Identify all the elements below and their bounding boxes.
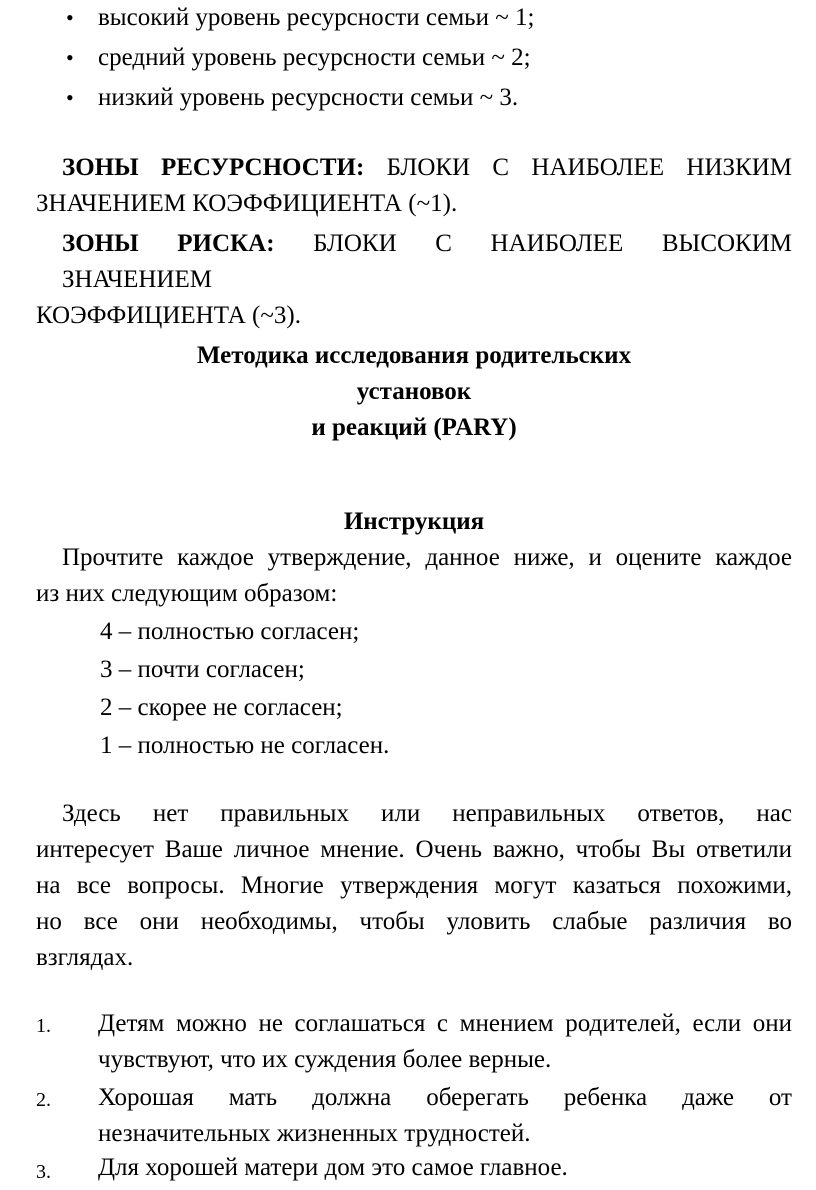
instruction-line2: из них следующим образом: xyxy=(36,580,338,607)
item-2-line2: незначительных жизненных трудностей. xyxy=(98,1120,531,1147)
instruction-line1: Прочтите каждое утверждение, данное ниже, и оцените каждое xyxy=(62,544,792,571)
method-title-line1: Методика исследования родительских xyxy=(196,342,632,369)
scale-item-2: 2 – скорее не согласен; xyxy=(100,694,343,721)
note-line3: на все вопросы. Многие утверждения могут казаться похожими, xyxy=(36,872,792,899)
resource-zone-text: БЛОКИ С НАИБОЛЕЕ НИЗКИМ xyxy=(386,154,792,181)
item-number: 2. xyxy=(36,1089,51,1111)
risk-zone-line1 xyxy=(62,226,792,262)
risk-zone-line3: КОЭФФИЦИЕНТА (~3). xyxy=(36,302,301,329)
item-1-line2: чувствуют, что их суждения более верные. xyxy=(98,1046,552,1073)
item-number: 1. xyxy=(36,1015,51,1037)
risk-zone-text: БЛОКИ С НАИБОЛЕЕ ВЫСОКИМ xyxy=(313,230,793,257)
bullet-icon: • xyxy=(66,5,74,30)
method-title-line2: установок xyxy=(356,378,472,405)
bullet-icon: • xyxy=(66,85,74,110)
note-line4: но все они необходимы, чтобы уловить слабые различия во xyxy=(36,908,792,935)
instruction-heading: Инструкция xyxy=(343,508,485,535)
scale-item-4: 4 – полностью согласен; xyxy=(100,618,360,645)
bullet-icon: • xyxy=(66,45,74,70)
scale-item-3: 3 – почти согласен; xyxy=(100,656,305,683)
risk-zone-label: ЗОНЫ РИСКА: xyxy=(62,230,275,257)
item-number: 3. xyxy=(36,1161,51,1183)
resource-zone-label: ЗОНЫ РЕСУРСНОСТИ: xyxy=(62,154,365,181)
item-1-line1: Детям можно не соглашаться с мнением родителей, если они xyxy=(98,1010,792,1037)
method-title-line3: и реакций (PARY) xyxy=(311,414,517,441)
scale-item-1: 1 – полностью не согласен. xyxy=(100,732,390,759)
note-line2: интересует Ваше личное мнение. Очень важно, чтобы Вы ответили xyxy=(36,836,792,863)
item-3-line1: Для хорошей матери дом это самое главное. xyxy=(98,1154,568,1181)
level-item-low: низкий уровень ресурсности семьи ~ 3. xyxy=(98,84,519,111)
note-line5: взглядах. xyxy=(36,944,134,971)
resource-zone-line1 xyxy=(62,150,792,186)
note-line1: Здесь нет правильных или неправильных ответов, нас xyxy=(62,800,792,827)
risk-zone-line2: ЗНАЧЕНИЕМ xyxy=(62,266,212,293)
level-item-high: высокий уровень ресурсности семьи ~ 1; xyxy=(98,4,535,31)
item-2-line1: Хорошая мать должна оберегать ребенка даже от xyxy=(98,1084,792,1111)
level-item-medium: средний уровень ресурсности семьи ~ 2; xyxy=(98,44,531,71)
resource-zone-line2: ЗНАЧЕНИЕМ КОЭФФИЦИЕНТА (~1). xyxy=(36,190,458,217)
